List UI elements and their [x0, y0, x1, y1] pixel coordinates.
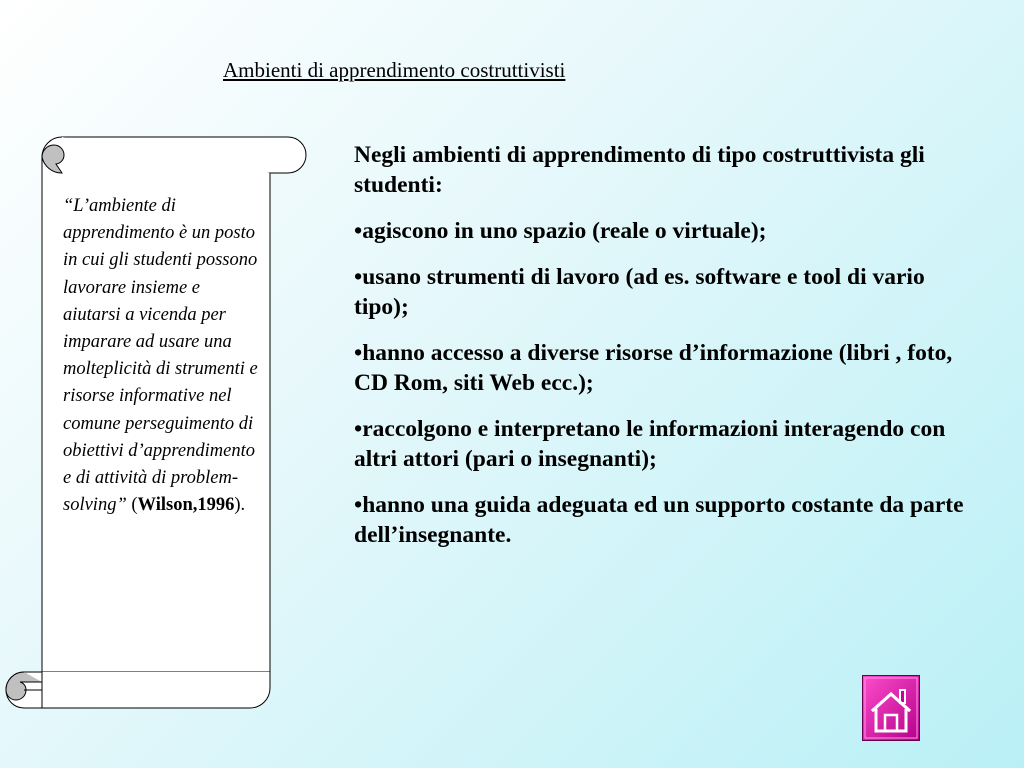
bullet-item: •hanno accesso a diverse risorse d’informazione (libri , foto, CD Rom, siti Web ecc.); [354, 340, 953, 396]
quote-paren-open: ( [126, 495, 138, 516]
quote-body: L’ambiente di apprendimento è un posto in cui gli studenti possono lavorare insieme e aiutarsi a vicenda per imparare ad usare una molteplicità di strumenti e risorse informative nel comune perseguimento di obiettivi d’apprendimento e di attività di problem-solving [63, 196, 258, 516]
intro-paragraph: Negli ambienti di apprendimento di tipo costruttivista gli studenti: [354, 142, 925, 198]
home-button[interactable] [862, 675, 920, 741]
quote-open-mark: “ [63, 196, 74, 216]
quote-paren-close: ). [234, 495, 246, 516]
quote-author: Wilson,1996 [137, 495, 235, 516]
home-icon [862, 675, 920, 741]
quote-close-mark: ” [116, 495, 127, 516]
bullet-item: •raccolgono e interpretano le informazioni interagendo con altri attori (pari o insegnanti); [354, 416, 946, 472]
bullet-item: •usano strumenti di lavoro (ad es. software e tool di vario tipo); [354, 264, 925, 320]
bullet-item: •agiscono in uno spazio (reale o virtuale); [354, 218, 767, 244]
bullet-item: •hanno una guida adeguata ed un supporto costante da parte dell’insegnante. [354, 492, 964, 548]
slide-title: Ambienti di apprendimento costruttivisti [223, 58, 566, 82]
main-text [354, 140, 974, 566]
quote-text [63, 193, 261, 519]
